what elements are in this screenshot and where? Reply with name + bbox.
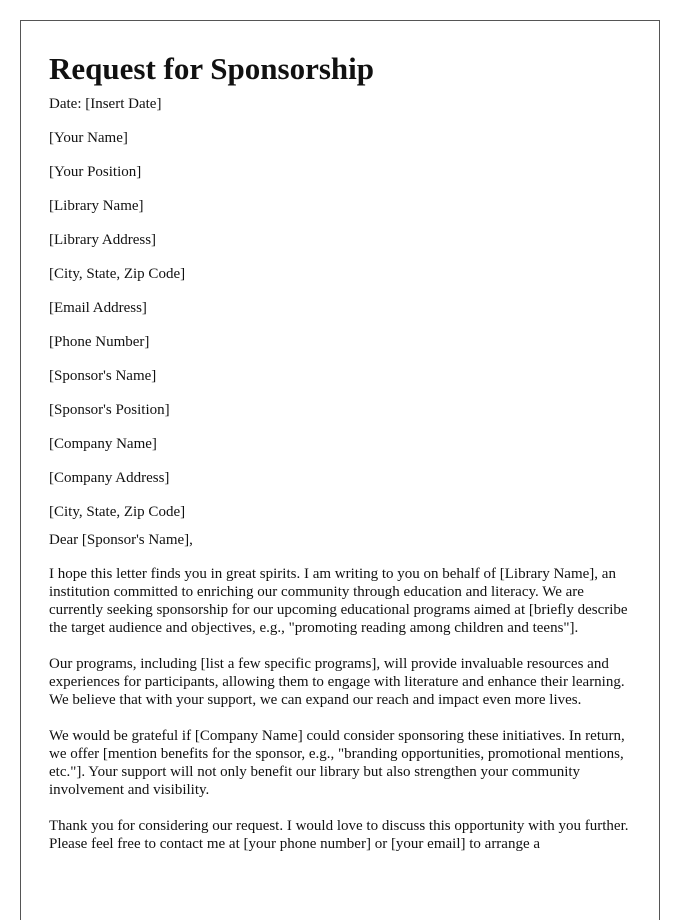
sender-position: [Your Position]	[49, 164, 142, 180]
company-city-state-zip: [City, State, Zip Code]	[49, 504, 186, 520]
sender-name: [Your Name]	[49, 130, 128, 146]
letter-body	[49, 565, 631, 853]
body-paragraph: We would be grateful if [Company Name] could consider sponsoring these initiatives. In return, we offer [mention benefits for the sponsor, e.g., "branding opportunities, promotional mentions, etc."]. Your support will not only benefit our library but also strengthen your community involvement and visibility.	[49, 728, 625, 798]
sponsor-position: [Sponsor's Position]	[49, 402, 170, 418]
body-paragraph: Our programs, including [list a few specific programs], will provide invaluable resources and experiences for participants, allowing them to engage with literature and enhance their learning. We believe that with your support, we can expand our reach and impact even more lives.	[49, 656, 625, 708]
date-line: Date: [Insert Date]	[49, 96, 162, 112]
body-paragraph: Thank you for considering our request. I would love to discuss this opportunity with you further. Please feel free to contact me at [your phone number] or [your email] to arrange a	[49, 818, 629, 852]
library-name: [Library Name]	[49, 198, 144, 214]
letter-title: Request for Sponsorship	[49, 51, 375, 86]
sponsor-name: [Sponsor's Name]	[49, 368, 157, 384]
address-block	[49, 129, 631, 521]
sender-email: [Email Address]	[49, 300, 147, 316]
sender-city-state-zip: [City, State, Zip Code]	[49, 266, 186, 282]
body-paragraph: I hope this letter finds you in great spirits. I am writing to you on behalf of [Library Name], an institution committed to enriching our community through education and literacy. We are currently seeking sponsorship for our upcoming educational programs aimed at [briefly describe the target audience and objectives, e.g., "promoting reading among children and teens"].	[49, 566, 628, 636]
sender-phone: [Phone Number]	[49, 334, 150, 350]
salutation: Dear [Sponsor's Name],	[49, 532, 193, 548]
library-address: [Library Address]	[49, 232, 157, 248]
letter-page	[20, 20, 660, 920]
company-name: [Company Name]	[49, 436, 157, 452]
company-address: [Company Address]	[49, 470, 170, 486]
